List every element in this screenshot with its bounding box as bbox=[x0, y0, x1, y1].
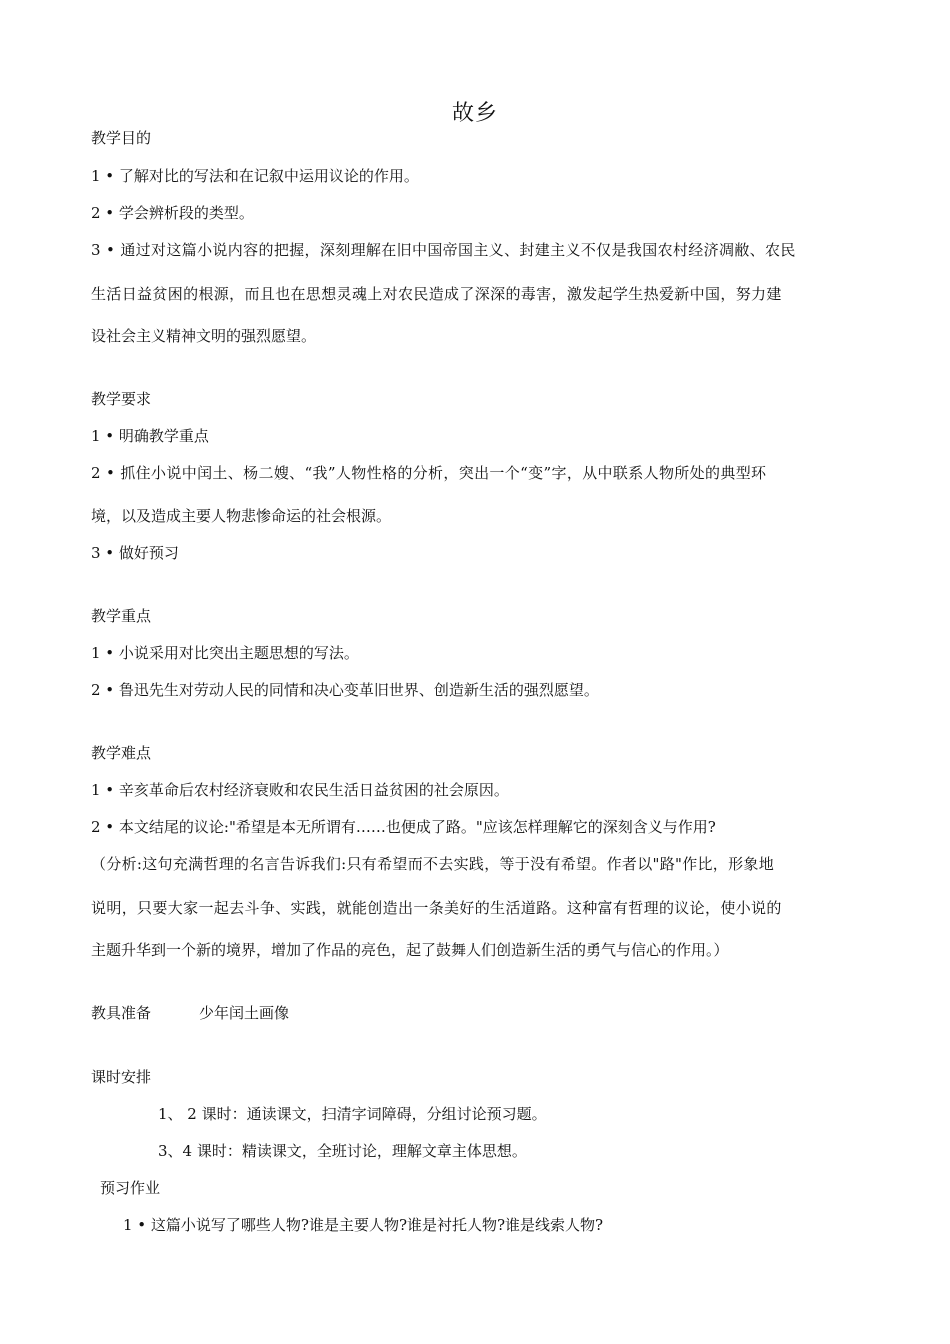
objective-line: 生活日益贫困的根源，而且也在思想灵魂上对农民造成了深深的毒害，激发起学生热爱新中国，努力建 bbox=[91, 285, 782, 303]
objective-line: 2 • 学会辨析段的类型。 bbox=[91, 204, 254, 222]
objective-line: 3 • 通过对这篇小说内容的把握，深刻理解在旧中国帝国主义、封建主义不仅是我国农村经济凋敝、农民 bbox=[91, 241, 796, 259]
objective-line: 1 • 了解对比的写法和在记叙中运用议论的作用。 bbox=[91, 167, 419, 185]
requirement-line: 2 • 抓住小说中闰土、杨二嫂、“我”人物性格的分析，突出一个“变”字，从中联系人物所处的典型环 bbox=[91, 464, 767, 482]
difficulty-analysis-line: （分析:这句充满哲理的名言告诉我们:只有希望而不去实践，等于没有希望。作者以"路"作比，形象地 bbox=[91, 855, 775, 873]
objective-line: 设社会主义精神文明的强烈愿望。 bbox=[91, 327, 317, 345]
requirement-line: 3 • 做好预习 bbox=[91, 544, 179, 562]
requirement-line: 境，以及造成主要人物悲惨命运的社会根源。 bbox=[91, 507, 392, 525]
preview-question-line: 1 • 这篇小说写了哪些人物?谁是主要人物?谁是衬托人物?谁是线索人物? bbox=[123, 1216, 604, 1234]
materials-value: 少年闰土画像 bbox=[199, 1004, 290, 1022]
section-heading-schedule: 课时安排 bbox=[91, 1068, 152, 1086]
section-heading-requirements: 教学要求 bbox=[91, 390, 152, 408]
page-title: 故乡 bbox=[451, 101, 498, 126]
section-heading-materials: 教具准备 bbox=[91, 1004, 152, 1022]
section-heading-difficulties: 教学难点 bbox=[91, 744, 152, 762]
section-heading-key-points: 教学重点 bbox=[91, 607, 152, 625]
section-heading-preview: 预习作业 bbox=[100, 1179, 161, 1197]
difficulty-analysis-line: 主题升华到一个新的境界，增加了作品的亮色，起了鼓舞人们创造新生活的勇气与信心的作用。） bbox=[91, 941, 729, 959]
section-heading-objectives: 教学目的 bbox=[91, 129, 152, 147]
key-point-line: 2 • 鲁迅先生对劳动人民的同情和决心变革旧世界、创造新生活的强烈愿望。 bbox=[91, 681, 599, 699]
difficulty-line: 2 • 本文结尾的议论:"希望是本无所谓有……也便成了路。"应该怎样理解它的深刻含义与作用? bbox=[91, 818, 716, 836]
difficulty-analysis-line: 说明，只要大家一起去斗争、实践，就能创造出一条美好的生活道路。这种富有哲理的议论，使小说的 bbox=[91, 899, 782, 917]
key-point-line: 1 • 小说采用对比突出主题思想的写法。 bbox=[91, 644, 359, 662]
schedule-line: 3、4 课时：精读课文，全班讨论，理解文章主体思想。 bbox=[158, 1142, 527, 1160]
requirement-line: 1 • 明确教学重点 bbox=[91, 427, 209, 445]
difficulty-line: 1 • 辛亥革命后农村经济衰败和农民生活日益贫困的社会原因。 bbox=[91, 781, 509, 799]
schedule-line: 1、 2 课时：通读课文，扫清字词障碍，分组讨论预习题。 bbox=[158, 1105, 547, 1123]
